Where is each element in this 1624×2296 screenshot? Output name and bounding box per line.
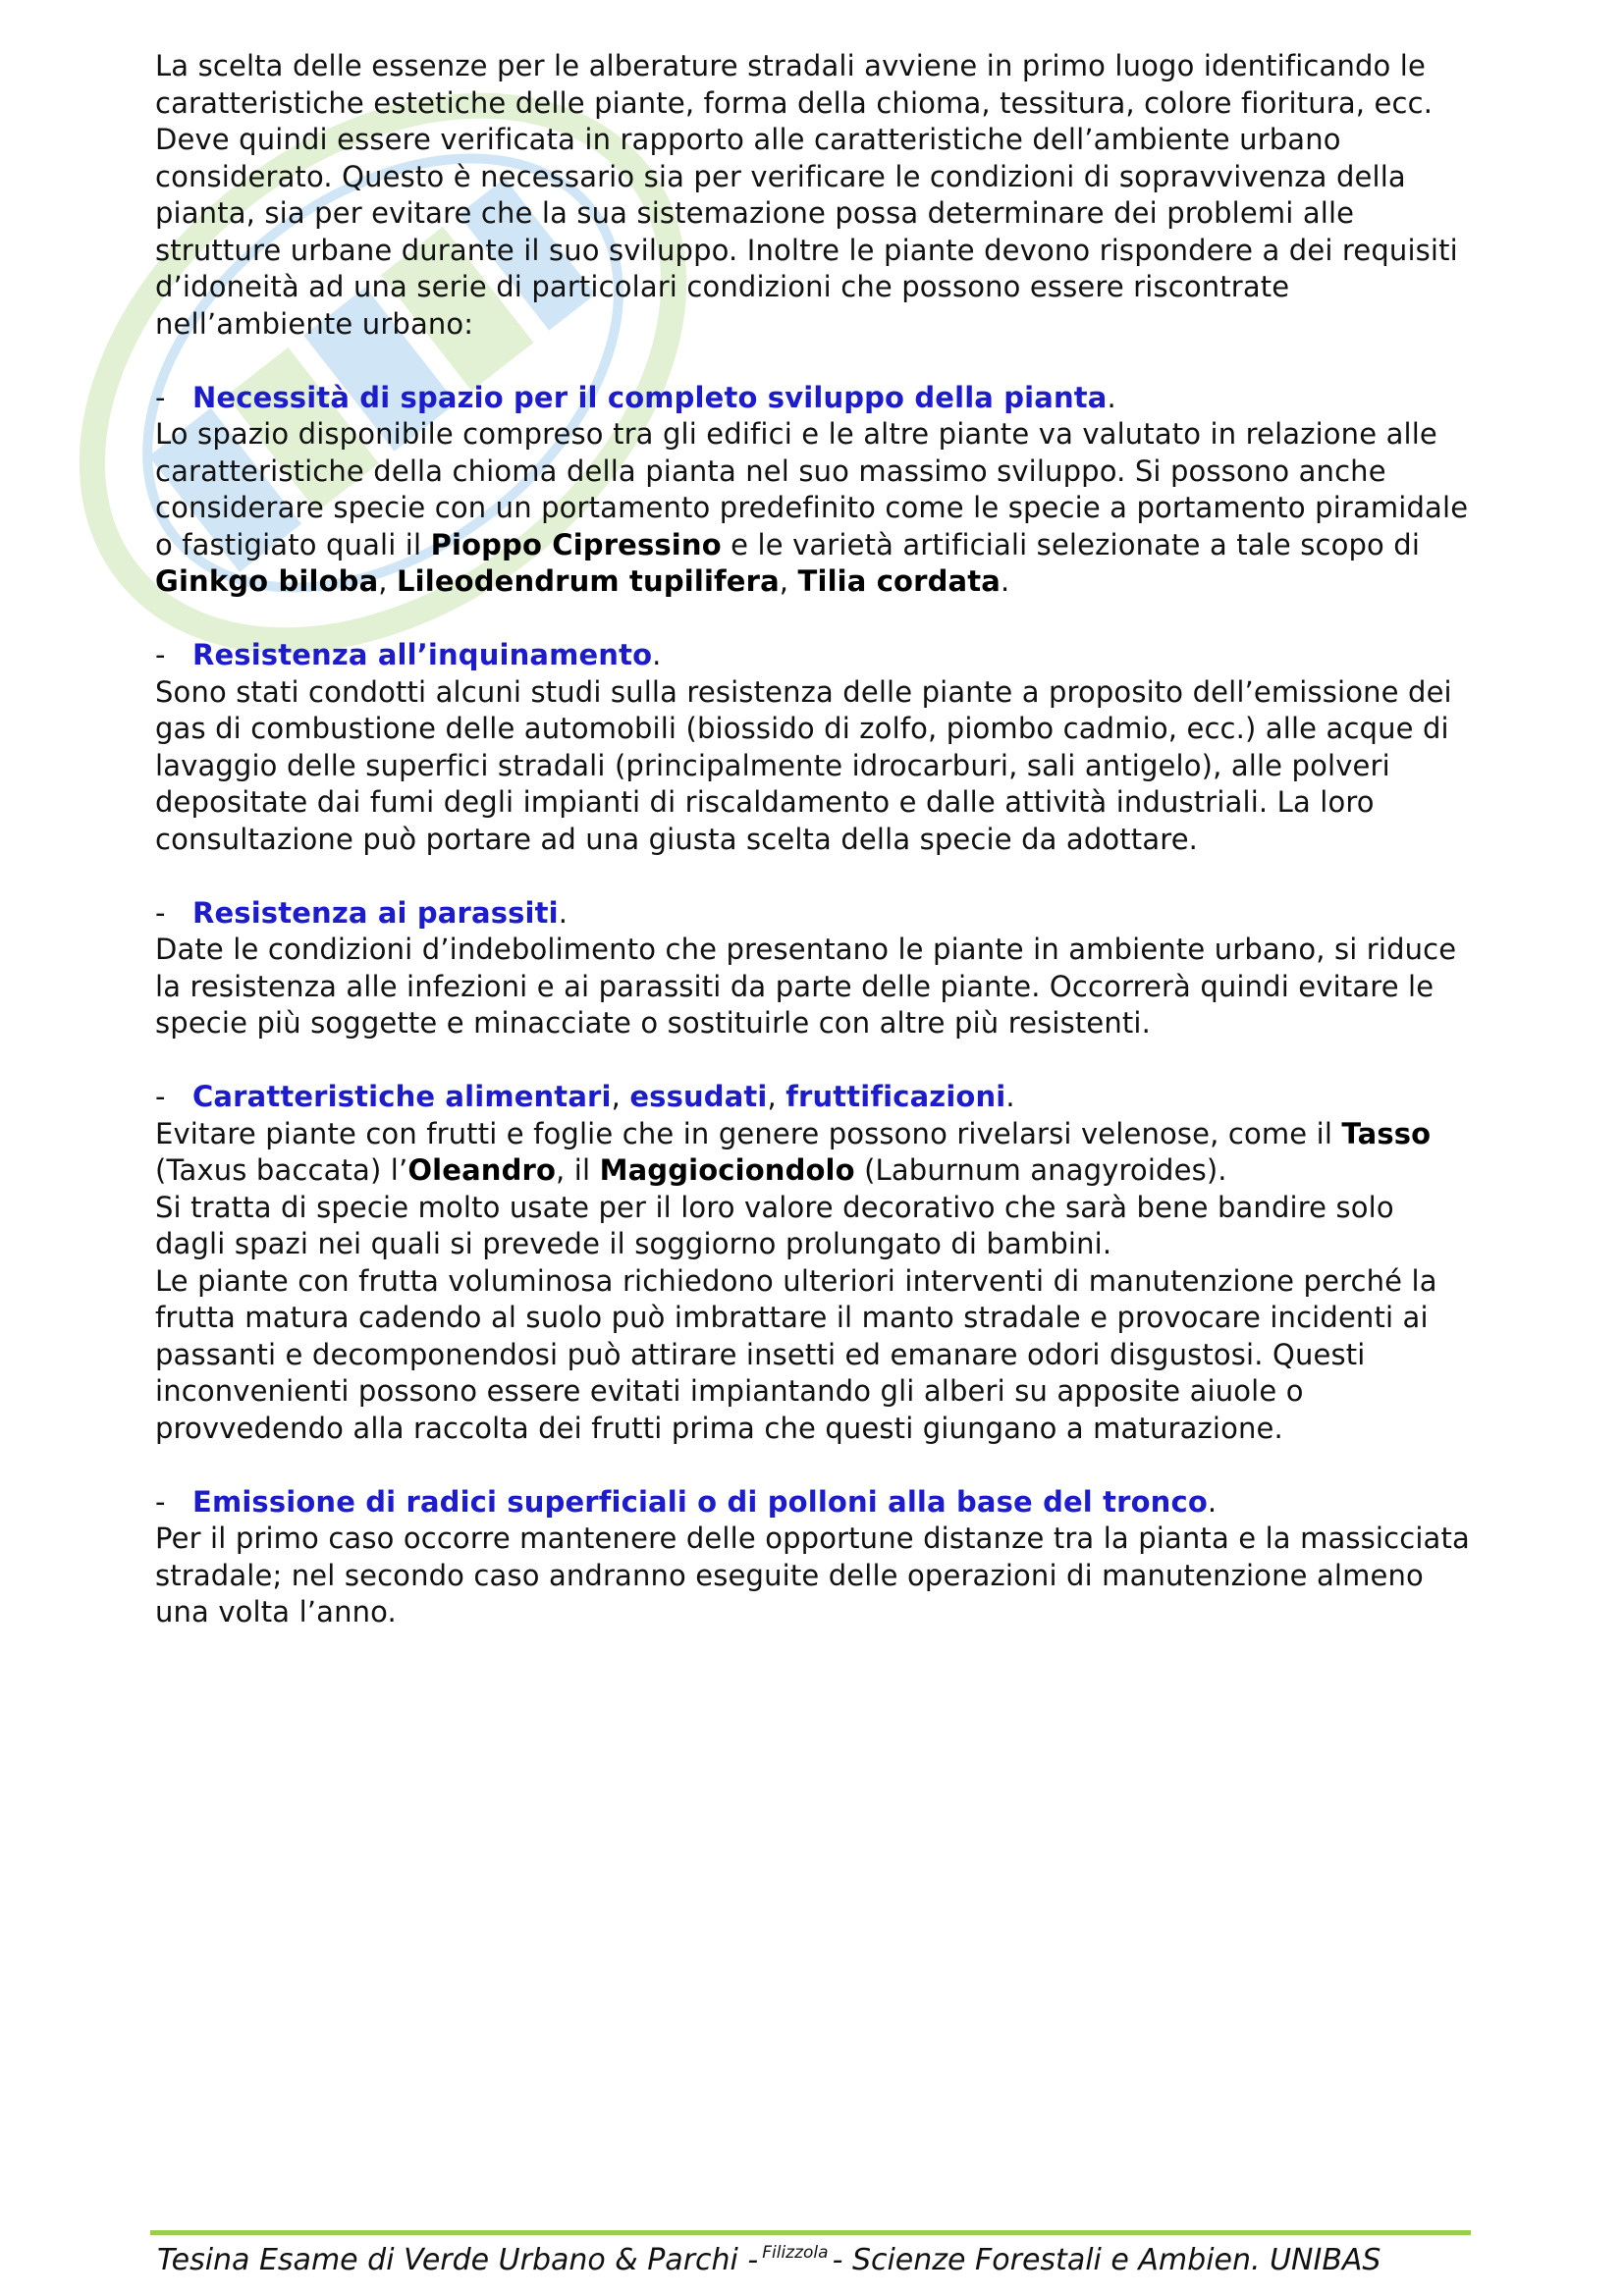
heading-text: essudati [629, 1080, 768, 1113]
spacer [155, 1447, 1471, 1484]
heading-period: . [1107, 380, 1116, 414]
heading-text: Caratteristiche alimentari [192, 1080, 612, 1113]
section-body-fruits-3: Le piante con frutta voluminosa richiedono ulteriori interventi di manutenzione perché la frutta matura cadendo al suolo può imbrattare il manto stradale e provocare incidenti ai passanti e decomponendosi può attirare insetti ed emanare odori disgustosi. Questi inconvenienti possono essere evitati impiantando gli alberi su apposite aiuole o provvedendo alla raccolta dei frutti prima che questi giungano a maturazione. [155, 1263, 1437, 1445]
heading-text: Resistenza all’inquinamento [192, 638, 653, 671]
bullet-dash: - [155, 638, 166, 671]
section-body-fruits-2: Si tratta di specie molto usate per il loro valore decorativo che sarà bene bandire solo dagli spazi nei quali si prevede il soggiorno prolungato di bambini. [155, 1190, 1394, 1260]
spacer [155, 1042, 1471, 1080]
footer-left: Tesina Esame di Verde Urbano & Parchi - [157, 2243, 759, 2277]
bullet-dash: - [155, 895, 166, 930]
section-heading-parasites [155, 895, 1471, 933]
footer-rule [150, 2230, 1471, 2235]
section-body-roots: Per il primo caso occorre mantenere delle opportune distanze tra la pianta e la massicciata stradale; nel secondo caso andranno eseguite delle operazioni di manutenzione almeno una volta l’anno. [155, 1522, 1470, 1629]
heading-text: Resistenza ai parassiti [192, 895, 559, 930]
section-heading-pollution [155, 637, 1471, 674]
species-term: Ginkgo biloba [155, 564, 379, 598]
spacer [155, 601, 1471, 638]
separator: , [779, 564, 798, 598]
section-body-space [155, 416, 1471, 601]
species-term: Pioppo Cipressino [430, 527, 722, 561]
heading-text: Emissione di radici superficiali o di polloni alla base del tronco [192, 1484, 1208, 1519]
spacer [155, 858, 1471, 895]
species-term: Tilia cordata [797, 564, 1001, 598]
heading-period: . [1207, 1484, 1218, 1519]
species-term: Maggiociondolo [599, 1153, 855, 1187]
heading-period: . [1005, 1080, 1015, 1113]
species-term: Lileodendrum tupilifera [397, 564, 780, 598]
footer-author: Filizzola [762, 2243, 829, 2263]
body-text: , il [556, 1153, 600, 1187]
heading-text: fruttificazioni [785, 1080, 1006, 1113]
section-body-pollution: Sono stati condotti alcuni studi sulla resistenza delle piante a proposito dell’emissione dei gas di combustione delle automobili (biossido di zolfo, piombo cadmio, ecc.) alle acque di lavaggio delle superfici stradali (principalmente idrocarburi, sali antigelo), alle polveri depositate dai fumi degli impianti di riscaldamento e dalle attività industriali. La loro consultazione può portare ad una giusta scelta della specie da adottare. [155, 674, 1452, 856]
separator: . [1000, 564, 1010, 598]
separator: , [611, 1080, 630, 1113]
body-text: Evitare piante con frutti e foglie che in genere possono rivelarsi velenose, come il [155, 1116, 1342, 1150]
page-footer [157, 2241, 1473, 2284]
body-text: (Taxus baccata) l’ [155, 1153, 408, 1187]
bullet-dash: - [155, 1484, 166, 1519]
body-text: (Laburnum anagyroides). [854, 1153, 1227, 1187]
species-term: Tasso [1341, 1116, 1432, 1150]
footer-right: - Scienze Forestali e Ambien. UNIBAS [832, 2243, 1381, 2277]
body-text: e le varietà artificiali selezionate a tale scopo di [721, 527, 1421, 561]
section-body-fruits [155, 1116, 1471, 1190]
intro-paragraph-2: Deve quindi essere verificata in rapporto alle caratteristiche dell’ambiente urbano considerato. Questo è necessario sia per verificare le condizioni di sopravvivenza della pianta, sia per evitare che la sua sistemazione possa determinare dei problemi alle strutture urbane durante il suo sviluppo. Inoltre le piante devono rispondere a dei requisiti d’idoneità ad una serie di particolari condizioni che possono essere riscontrate nell’ambiente urbano: [155, 123, 1458, 341]
heading-text: Necessità di spazio per il completo sviluppo della pianta [192, 380, 1108, 414]
section-heading-space [155, 380, 1471, 417]
species-term: Oleandro [407, 1153, 557, 1187]
heading-period: . [558, 895, 568, 930]
bullet-dash: - [155, 1080, 166, 1113]
heading-period: . [652, 638, 662, 671]
section-heading-roots [155, 1484, 1471, 1522]
separator: , [378, 564, 398, 598]
spacer [155, 343, 1471, 380]
intro-paragraph-1: La scelta delle essenze per le alberature stradali avviene in primo luogo identificando le caratteristiche estetiche delle piante, forma della chioma, tessitura, colore fioritura, ecc. [155, 49, 1434, 120]
document-body [155, 48, 1471, 1631]
section-heading-fruits [155, 1079, 1471, 1116]
bullet-dash: - [155, 380, 166, 414]
section-body-parasites: Date le condizioni d’indebolimento che presentano le piante in ambiente urbano, si riduce la resistenza alle infezioni e ai parassiti da parte delle piante. Occorrerà quindi evitare le specie più soggette e minacciate o sostituirle con altre più resistenti. [155, 933, 1457, 1040]
body-text: Lo spazio disponibile compreso tra gli edifici e le altre piante va valutato in relazione alle caratteristiche della chioma della pianta nel suo massimo sviluppo. Si possono anche considerare specie con un portamento predefinito come le specie a portamento piramidale o fastigiato quali il [155, 417, 1469, 561]
separator: , [767, 1080, 786, 1113]
